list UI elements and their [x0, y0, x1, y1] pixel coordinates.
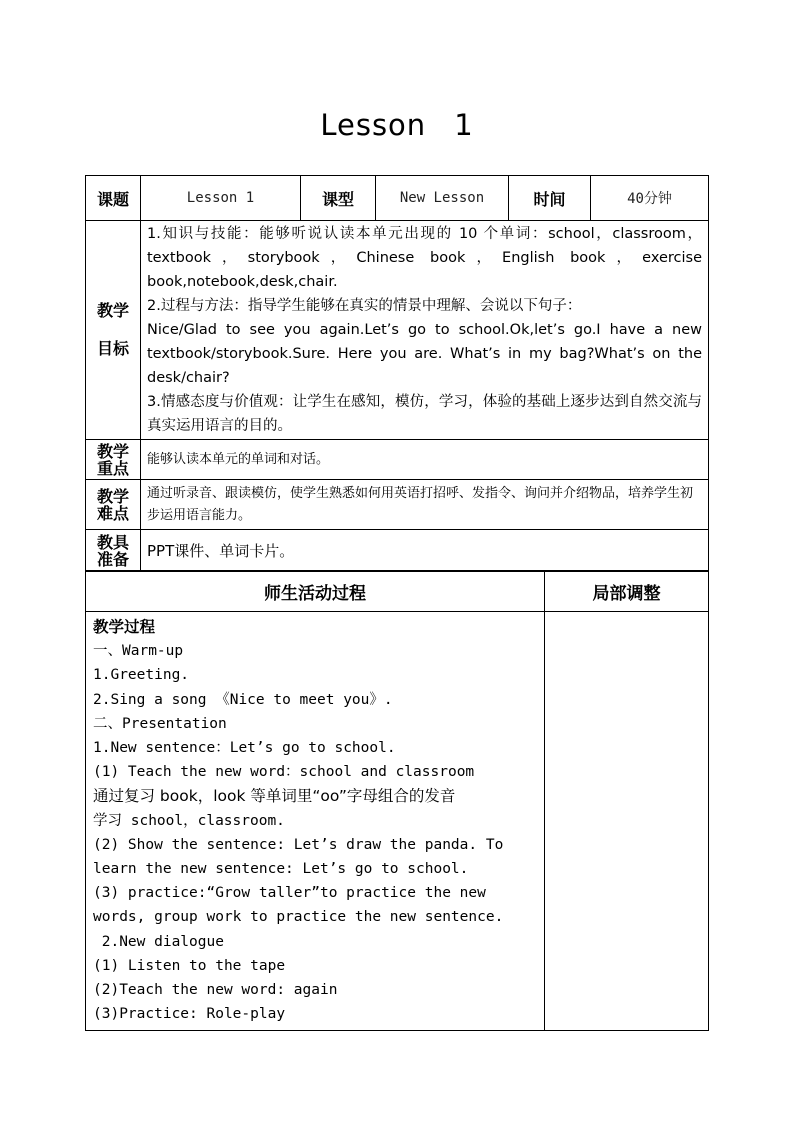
- title-number: 1: [454, 108, 474, 142]
- objectives-text: [141, 221, 709, 440]
- process-line: 通过复习 book，look 等单词里“oo”字母组合的发音: [93, 787, 456, 806]
- objective-sentences: Nice/Glad to see you again.Let’s go to school.Ok,let’s go.I have a new textbook/storybook.Sure. Here you are. What’s in my bag?What’s on the desk/chair?: [147, 322, 702, 386]
- title-word: Lesson: [320, 108, 427, 142]
- process-line: learn the new sentence: Let’s go to school.: [93, 861, 469, 878]
- key-points-text: 能够认读本单元的单词和对话。: [141, 440, 709, 480]
- key-points-label: 教学 重点: [86, 440, 141, 480]
- process-line: 学习 school，classroom.: [93, 812, 285, 829]
- preparation-text: PPT课件、单词卡片。: [141, 530, 709, 572]
- topic-label: 课题: [86, 176, 141, 221]
- process-table: [85, 570, 709, 1031]
- process-line: (3) practice:“Grow taller”to practice the new: [93, 885, 486, 902]
- topic-value: Lesson 1: [141, 176, 301, 221]
- difficulties-row: [86, 480, 709, 530]
- process-line: (2)Teach the new word: again: [93, 982, 338, 999]
- process-line: 一、Warm-up: [93, 643, 184, 660]
- difficulties-text: 通过听录音、跟读模仿，使学生熟悉如何用英语打招呼、发指令、询问并介绍物品，培养学生初步运用语言能力。: [141, 480, 709, 530]
- preparation-row: [86, 530, 709, 572]
- type-value: New Lesson: [376, 176, 509, 221]
- process-line: 1.Greeting.: [93, 667, 190, 684]
- objective-attitude: 3.情感态度与价值观：让学生在感知，模仿，学习，体验的基础上逐步达到自然交流与真实运用语言的目的。: [147, 394, 702, 434]
- time-label: 时间: [509, 176, 591, 221]
- objective-knowledge: 1.知识与技能：能够听说认读本单元出现的 10 个单词：school，classroom，textbook，storybook，Chinese book，English book，exercise book,notebook,desk,chair.: [147, 226, 702, 290]
- process-line: (1) Listen to the tape: [93, 957, 286, 974]
- process-line: (1) Teach the new word：school and classroom: [93, 764, 475, 781]
- preparation-label: 教具 准备: [86, 530, 141, 572]
- process-line: 教学过程: [93, 618, 156, 636]
- process-line: words, group work to practice the new sentence.: [93, 909, 504, 926]
- process-header: 师生活动过程: [86, 571, 545, 612]
- objectives-label: 教学 目标: [86, 221, 141, 440]
- page-title: [0, 108, 794, 142]
- difficulties-label: 教学 难点: [86, 480, 141, 530]
- process-line: 二、Presentation: [93, 715, 227, 732]
- key-points-row: [86, 440, 709, 480]
- type-label: 课型: [301, 176, 376, 221]
- process-line: 2.New dialogue: [93, 933, 224, 950]
- process-line: (3)Practice: Role-play: [93, 1006, 286, 1023]
- lesson-info-table: [85, 175, 709, 572]
- process-line: 1.New sentence：Let’s go to school.: [93, 740, 396, 757]
- info-row: [86, 176, 709, 221]
- process-line: 2.Sing a song 《Nice to meet you》.: [93, 691, 393, 708]
- process-line: (2) Show the sentence: Let’s draw the panda. To: [93, 836, 504, 853]
- process-header-row: [86, 571, 709, 612]
- objective-process: 2.过程与方法：指导学生能够在真实的情景中理解、会说以下句子：: [147, 298, 582, 314]
- adjust-header: 局部调整: [545, 571, 709, 612]
- objectives-row: [86, 221, 709, 440]
- process-content: [86, 612, 545, 1031]
- process-body-row: [86, 612, 709, 1031]
- time-value: 40分钟: [591, 176, 709, 221]
- adjust-content: [545, 612, 709, 1031]
